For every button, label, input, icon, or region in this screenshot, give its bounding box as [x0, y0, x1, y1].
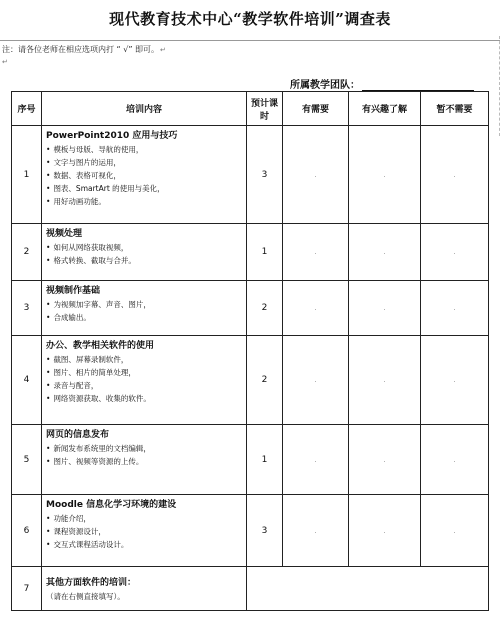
interest-checkbox-cell[interactable]: . — [349, 495, 421, 567]
table-row — [12, 495, 489, 567]
interest-checkbox-cell[interactable]: . — [349, 425, 421, 495]
topic-item: • 图表、SmartArt 的使用与美化， — [46, 182, 243, 195]
topic-item: • 图片、视频等资源的上传。 — [46, 455, 243, 468]
section-title: PowerPoint2010 应用与技巧 — [46, 131, 178, 141]
section-title: 办公、教学相关软件的使用 — [46, 341, 155, 351]
need-checkbox-cell[interactable]: . — [283, 425, 349, 495]
need-checkbox-cell[interactable]: . — [283, 126, 349, 224]
topic-item: • 交互式课程活动设计。 — [46, 538, 243, 551]
header-hours: 预计课时 — [247, 92, 283, 126]
no-need-checkbox-cell[interactable]: . — [421, 495, 489, 567]
section-title: 视频制作基础 — [46, 286, 101, 296]
section-title: 其他方面软件的培训： — [46, 577, 137, 588]
need-checkbox-cell[interactable]: . — [283, 495, 349, 567]
topic-item: • 格式转换、截取与合并。 — [46, 254, 243, 267]
survey-table — [11, 91, 489, 611]
header-no-need: 暂不需要 — [421, 92, 489, 126]
topic-item: • 如何从网络获取视频， — [46, 241, 243, 254]
row-number: 3 — [12, 281, 42, 336]
topic-item: • 模板与母版、导航的使用， — [46, 143, 243, 156]
topic-item: • 功能介绍， — [46, 512, 243, 525]
interest-checkbox-cell[interactable]: . — [349, 336, 421, 425]
topic-item: • 课程资源设计， — [46, 525, 243, 538]
table-row — [12, 126, 489, 224]
topic-item: • 用好动画功能。 — [46, 195, 243, 208]
row-number: 1 — [12, 126, 42, 224]
table-row — [12, 224, 489, 281]
row-number: 5 — [12, 425, 42, 495]
topic-item: • 数据、表格可视化， — [46, 169, 243, 182]
interest-checkbox-cell[interactable]: . — [349, 224, 421, 281]
topic-list — [46, 298, 243, 324]
need-checkbox-cell[interactable]: . — [283, 336, 349, 425]
need-checkbox-cell[interactable]: . — [283, 281, 349, 336]
interest-checkbox-cell[interactable]: . — [349, 281, 421, 336]
no-need-checkbox-cell[interactable]: . — [421, 336, 489, 425]
topic-list — [46, 442, 243, 468]
training-content — [42, 224, 247, 281]
estimated-hours: 1 — [247, 224, 283, 281]
topic-item: • 图片、相片的简单处理， — [46, 366, 243, 379]
estimated-hours: 3 — [247, 126, 283, 224]
topic-list — [46, 241, 243, 267]
section-title: Moodle 信息化学习环境的建设 — [46, 500, 177, 510]
training-content — [42, 336, 247, 425]
table-row — [12, 567, 489, 611]
no-need-checkbox-cell[interactable]: . — [421, 126, 489, 224]
no-need-checkbox-cell[interactable]: . — [421, 425, 489, 495]
topic-list — [46, 353, 243, 405]
table-row — [12, 281, 489, 336]
fill-in-note: （请在右侧直接填写）。 — [46, 591, 125, 601]
training-content — [42, 126, 247, 224]
topic-item: • 新闻发布系统里的文档编辑， — [46, 442, 243, 455]
interest-checkbox-cell[interactable]: . — [349, 126, 421, 224]
header-seq: 序号 — [12, 92, 42, 126]
section-title: 视频处理 — [46, 229, 83, 239]
header-rule — [0, 40, 500, 41]
table-row — [12, 425, 489, 495]
header-interest: 有兴趣了解 — [349, 92, 421, 126]
topic-list — [46, 143, 243, 208]
row-number: 4 — [12, 336, 42, 425]
estimated-hours: 2 — [247, 336, 283, 425]
topic-item: • 文字与图片的运用， — [46, 156, 243, 169]
need-checkbox-cell[interactable]: . — [283, 224, 349, 281]
training-content — [42, 495, 247, 567]
no-need-checkbox-cell[interactable]: . — [421, 224, 489, 281]
paragraph-mark: ↵ — [2, 58, 8, 66]
no-need-checkbox-cell[interactable]: . — [421, 281, 489, 336]
header-content: 培训内容 — [42, 92, 247, 126]
section-title: 网页的信息发布 — [46, 430, 110, 440]
team-label: 所属教学团队： — [290, 80, 360, 91]
team-field[interactable] — [290, 76, 474, 91]
topic-item: • 网络资源获取、收集的软件。 — [46, 392, 243, 405]
training-content — [42, 281, 247, 336]
row-number: 7 — [12, 567, 42, 611]
team-input-line[interactable] — [362, 80, 474, 91]
topic-list — [46, 512, 243, 551]
row-number: 2 — [12, 224, 42, 281]
topic-item: • 为视频加字幕、声音、图片， — [46, 298, 243, 311]
row-number: 6 — [12, 495, 42, 567]
table-row — [12, 336, 489, 425]
estimated-hours: 3 — [247, 495, 283, 567]
header-need: 有需要 — [283, 92, 349, 126]
table-header-row — [12, 92, 489, 126]
training-content — [42, 567, 247, 611]
page-title: 现代教育技术中心“教学软件培训”调查表 — [109, 10, 391, 28]
topic-item: • 合成输出。 — [46, 311, 243, 324]
topic-item: • 录音与配音， — [46, 379, 243, 392]
estimated-hours: 1 — [247, 425, 283, 495]
topic-item: • 截图、屏幕录制软件， — [46, 353, 243, 366]
free-text-cell[interactable] — [247, 567, 489, 611]
instruction-note: 注：请各位老师在相应选项内打 “ √” 即可。↵ — [2, 45, 166, 54]
training-content — [42, 425, 247, 495]
estimated-hours: 2 — [247, 281, 283, 336]
